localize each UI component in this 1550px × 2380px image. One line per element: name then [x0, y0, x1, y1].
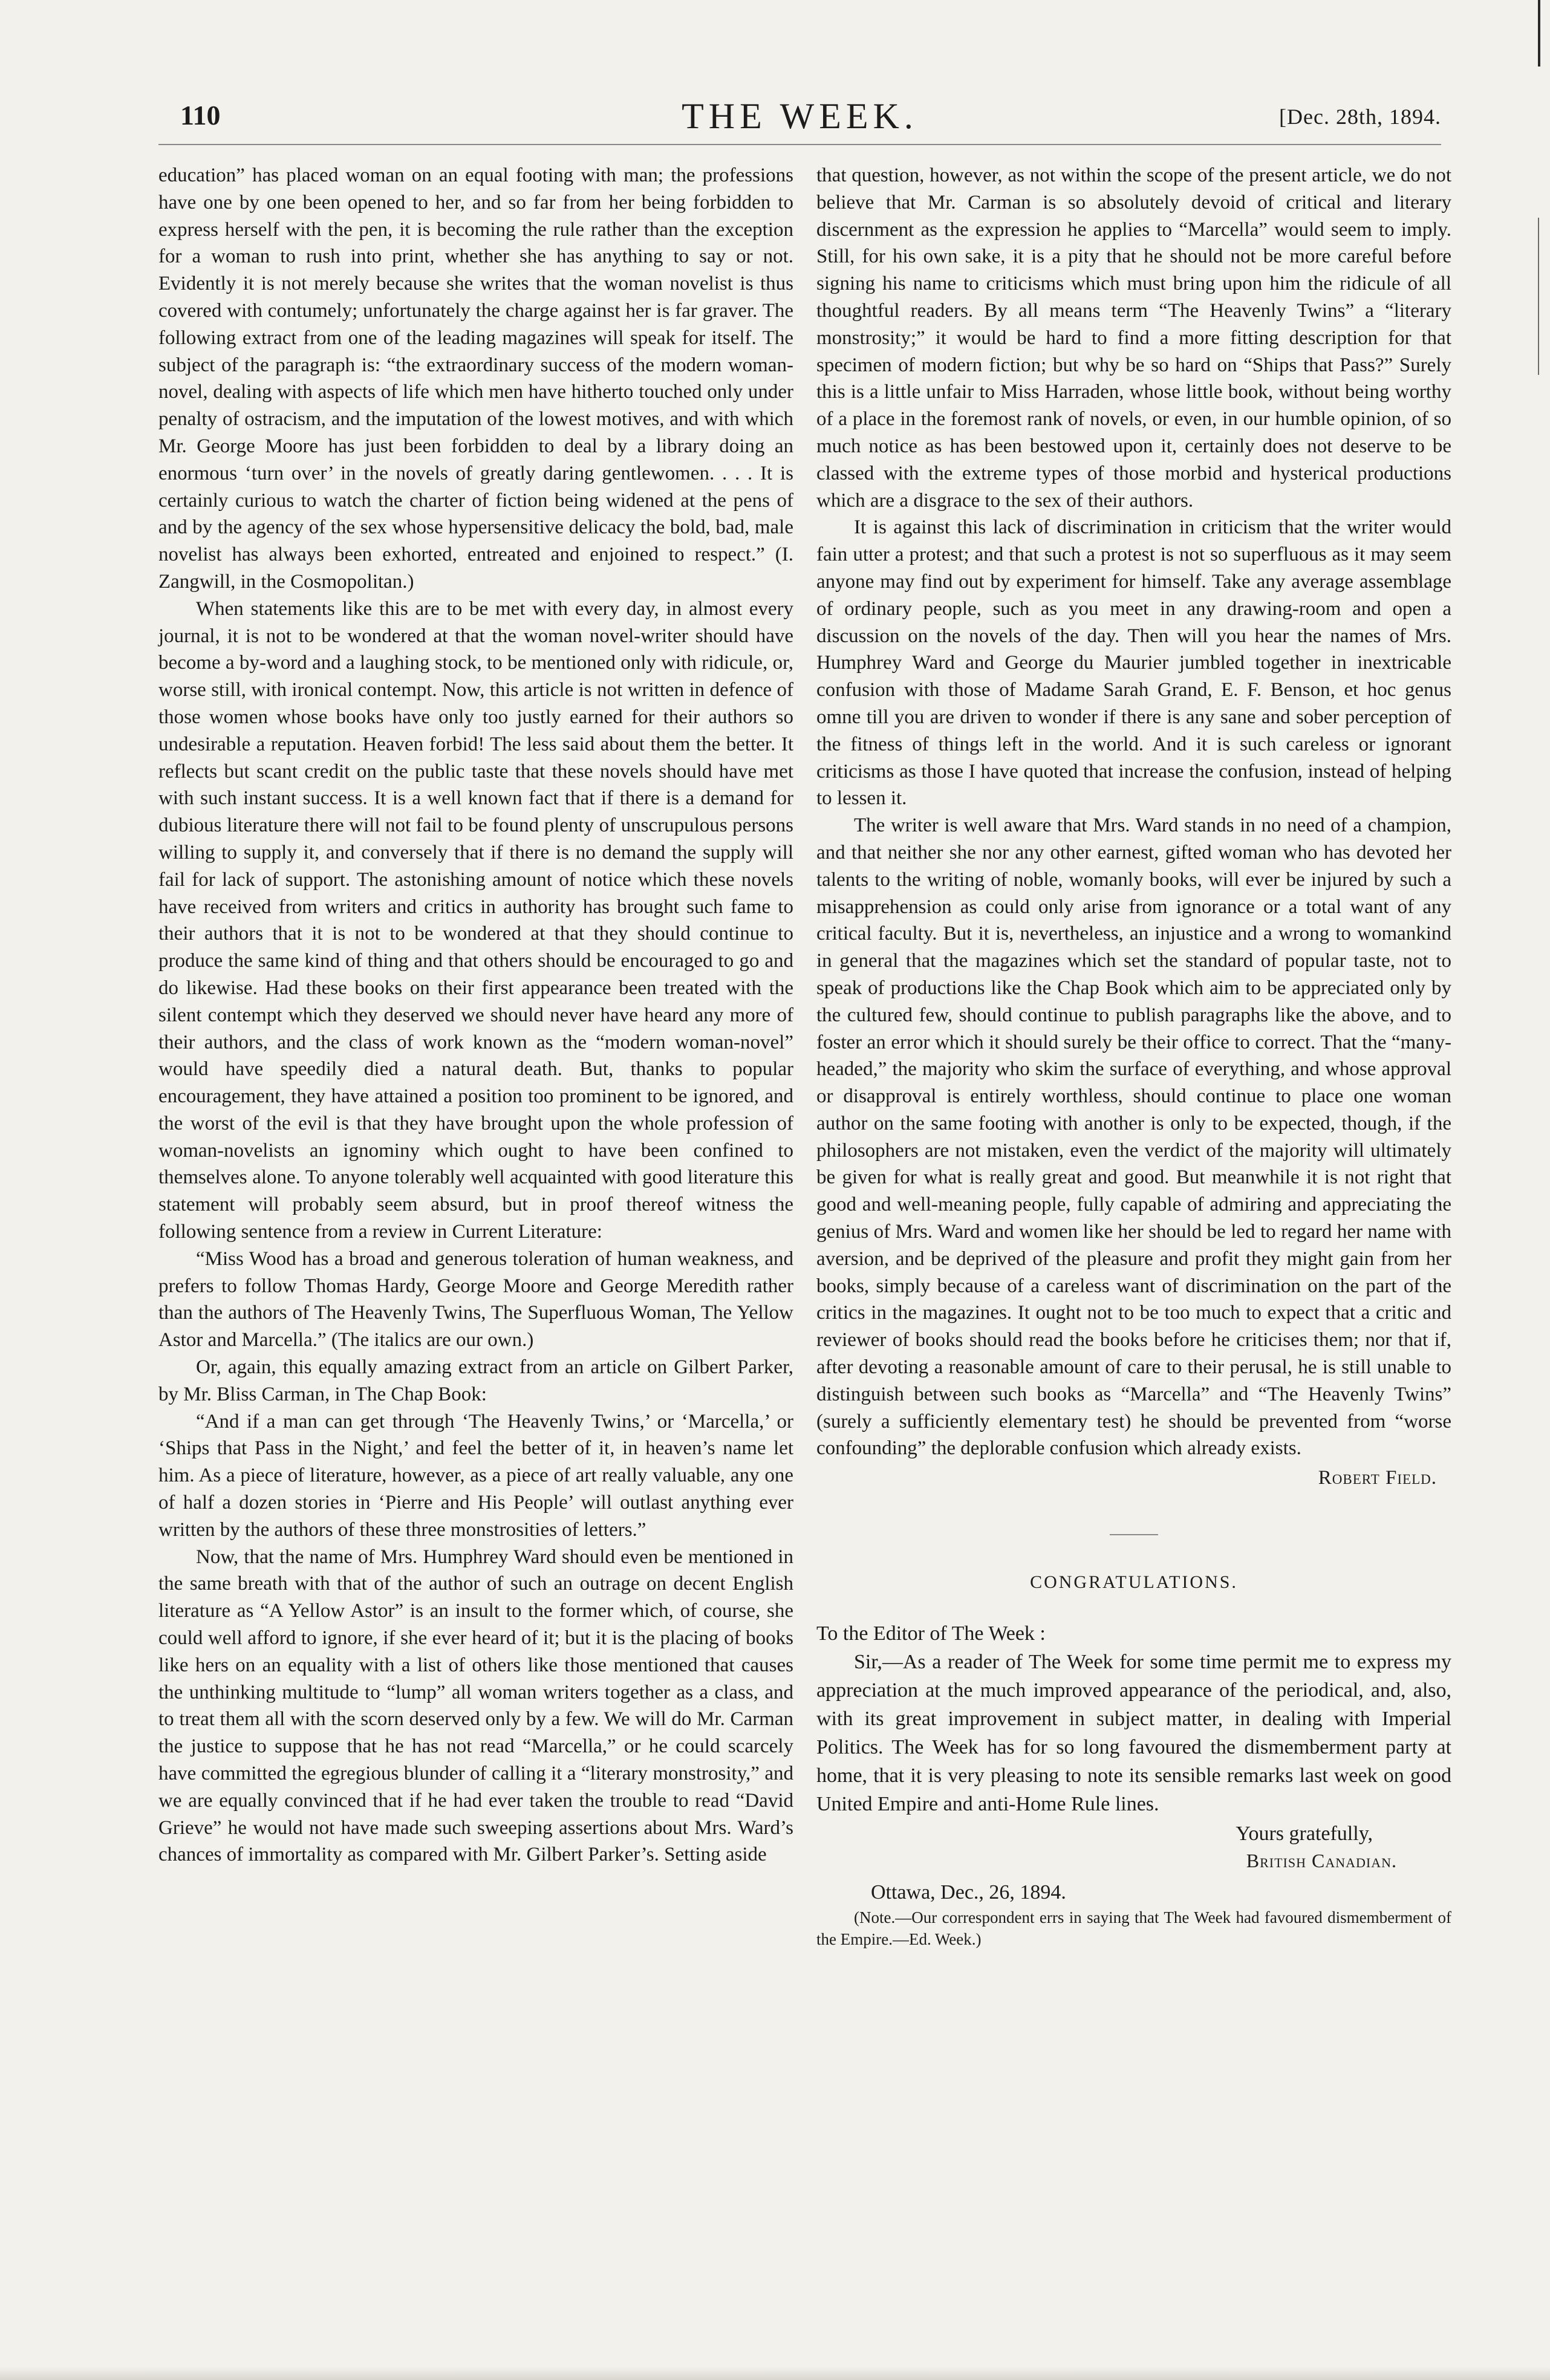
article-paragraph: It is against this lack of discrimination in criticism that the writer would fain utter a protest; and that such a protest is not so superfluous as it may seem anyone may find out by experiment for himself. Take any average assemblage of ordinary people, such as you meet in any drawing-room and open a discussion on the novels of the day. Then will you hear the names of Mrs. Humphrey Ward and George du Maurier jumbled together in inextricable confusion with those of Madame Sarah Grand, E. F. Benson, et hoc genus omne till you are driven to wonder if there is any sane and sober perception of the fitness of things left in the world. And it is such careless or ignorant criticisms as those I have quoted that increase the confusion, instead of helping to lessen it. [816, 516, 1451, 810]
letter-signer: British Canadian. [1246, 1850, 1397, 1872]
quoted-extract: “And if a man can get through ‘The Heavenly Twins,’ or ‘Marcella,’ or ‘Ships that Pass in the Night,’ and feel the better of it, in heaven’s name let him. As a piece of literature, however, as a piece of art really valuable, any one of half a dozen stories in ‘Pierre and His People’ will outlast anything ever written by the authors of these three monstrosities of letters.” [158, 1410, 793, 1541]
page-edge-mark [1538, 0, 1540, 67]
letter-salutation: To the Editor of The Week : [816, 1622, 1046, 1645]
page-bottom-edge [0, 2367, 1550, 2380]
header-rule [158, 144, 1441, 145]
page-number: 110 [180, 100, 221, 131]
quoted-review: “Miss Wood has a broad and generous toleration of human weakness, and prefers to follow Thomas Hardy, George Moore and George Meredith rather than the authors of The Heavenly Twins, The Superfluous Woman, The Yellow Astor and Marcella.” (The italics are our own.) [158, 1247, 793, 1351]
letter-body: Sir,—As a reader of The Week for some time permit me to express my appreciation at the much improved appearance of the periodical, and, also, with its great improvement in subject matter, in dealing with Imperial Politics. The Week has for so long favoured the dismemberment party at home, that it is very pleasing to note its sensible remarks last week on good United Empire and anti-Home Rule lines. [816, 1650, 1451, 1815]
section-divider [1110, 1534, 1158, 1535]
article-paragraph: Now, that the name of Mrs. Humphrey Ward should even be mentioned in the same breath with that of the author of such an outrage on decent English literature as “A Yellow Astor” is an insult to the former which, of course, she could well afford to ignore, if she ever heard of it; but it is the placing of books like hers on an equality with a list of others like those mentioned that causes the unthinking multitude to “lump” all woman writers together as a class, and to treat them all with the scorn deserved only by a few. We will do Mr. Carman the justice to suppose that he has not read “Marcella,” or he could scarcely have committed the egregious blunder of calling it a “literary monstrosity,” and we are equally convinced that if he had ever taken the trouble to read “David Grieve” he would not have made such sweeping assertions about Mrs. Ward’s chances of immortality as compared with Mr. Gilbert Parker’s. Setting aside [158, 1546, 793, 1866]
left-column [158, 162, 793, 1868]
article-paragraph: that question, however, as not within the scope of the present article, we do not believe that Mr. Carman is so absolutely devoid of critical and literary discernment as the expression he applies to “Marcella” would seem to imply. Still, for his own sake, it is a pity that he should not be more careful before signing his name to criticisms which must bring upon him the ridicule of all thoughtful readers. By all means term “The Heavenly Twins” a “literary monstrosity;” it would be hard to find a more fitting description for that specimen of modern fiction; but why be so hard on “Ships that Pass?” Surely this is a little unfair to Miss Harraden, whose little book, without being worthy of a place in the foremost rank of novels, or even, in our humble opinion, of so much notice as has been bestowed upon it, certainly does not deserve to be classed with the extreme types of those morbid and hysterical productions which are a disgrace to the sex of their authors. [816, 164, 1451, 512]
article-paragraph: education” has placed woman on an equal footing with man; the professions have one by one been opened to her, and so far from her being forbidden to express herself with the pen, it is becoming the rule rather than the exception for a woman to rush into print, whether she has anything to say or not. Evidently it is not merely because she writes that the woman novelist is thus covered with contumely; unfortunately the charge against her is far graver. The following extract from one of the leading magazines will speak for itself. The subject of the paragraph is: “the extraordinary success of the modern woman-novel, dealing with aspects of life which men have hitherto touched only under penalty of ostracism, and the imputation of the lowest motives, and with which Mr. George Moore has just been forbidden to deal by a library doing an enormous ‘turn over’ in the novels of greatly daring gentlewomen. . . . It is certainly curious to watch the charter of fiction being widened at the pens of and by the agency of the sex whose hypersensitive delicacy the bold, bad, male novelist has always been exhorted, entreated and enjoined to respect.” (I. Zangwill, in the Cosmopolitan.) [158, 164, 793, 593]
right-column [816, 162, 1451, 1950]
letter-heading: CONGRATULATIONS. [1030, 1572, 1238, 1593]
article-paragraph: Or, again, this equally amazing extract from an article on Gilbert Parker, by Mr. Bliss Carman, in The Chap Book: [158, 1356, 793, 1405]
issue-date: [Dec. 28th, 1894. [1279, 105, 1441, 129]
page-header [158, 91, 1441, 145]
article-paragraph: The writer is well aware that Mrs. Ward stands in no need of a champion, and that neither she nor any other earnest, gifted woman who has devoted her talents to the writing of noble, womanly books, will ever be injured by such a misapprehension as could only arise from ignorance or a total want of any critical faculty. But it is, nevertheless, an injustice and a wrong to womankind in general that the magazines which set the standard of popular taste, not to speak of productions like the Chap Book which aim to be appreciated only by the cultured few, should continue to publish paragraphs like the above, and to foster an error which it should surely be their office to correct. That the “many-headed,” the majority who skim the surface of everything, and whose approval or disapproval is entirely worthless, should continue to place one woman author on the same footing with another is only to be expected, though, if the philosophers are not mistaken, even the verdict of the majority will ultimately be given for what is really great and good. But meanwhile it is not right that good and well-meaning people, fully capable of admiring and appreciating the genius of Mrs. Ward and women like her should be led to regard her name with aversion, and be deprived of the pleasure and profit they might gain from her books, simply because of a careless want of discrimination on the part of the critics in the magazines. It ought not to be too much to expect that a critic and reviewer of books should read the books before he criticises them; nor that if, after devoting a reasonable amount of care to their perusal, he is still unable to distinguish between such books as “Marcella” and “The Heavenly Twins” (surely a sufficiently elementary test) he should be prevented from “worse confounding” the deplorable confusion which already exists. [816, 814, 1451, 1460]
article-paragraph: When statements like this are to be met with every day, in almost every journal, it is not to be wondered at that the woman novel-writer should have become a by-word and a laughing stock, to be mentioned only with ridicule, or, worse still, with ironical contempt. Now, this article is not written in defence of those women whose books have only too justly earned for their authors so undesirable a reputation. Heaven forbid! The less said about them the better. It reflects but scant credit on the public taste that these novels should have met with such instant success. It is a well known fact that if there is a demand for dubious literature there will not fail to be found plenty of unscrupulous persons willing to supply it, and conversely that if there is no demand the supply will fail for lack of support. The astonishing amount of notice which these novels have received from writers and critics in authority has brought such fame to their authors that it is not to be wondered at that they should continue to produce the same kind of thing and that others should be encouraged to go and do likewise. Had these books on their first appearance been treated with the silent contempt which they deserved we should never have heard any more of their authors, and the class of work known as the “modern woman-novel” would have speedily died a natural death. But, thanks to popular encouragement, they have attained a position too prominent to be ignored, and the worst of the evil is that they have brought upon the whole profession of woman-novelists an ignominy which ought to have been confined to themselves alone. To anyone tolerably well acquainted with good literature this statement will probably seem absurd, but in proof thereof witness the following sentence from a review in Current Literature: [158, 597, 793, 1243]
page-edge-mark-lower [1538, 218, 1539, 375]
letter-closing: Yours gratefully, [1236, 1822, 1373, 1845]
author-signature: Robert Field. [1318, 1467, 1437, 1489]
letter-place-date: Ottawa, Dec., 26, 1894. [871, 1881, 1066, 1904]
editor-note: (Note.—Our correspondent errs in saying that The Week had favoured dismemberment of the Empire.—Ed. Week.) [816, 1908, 1451, 1949]
masthead-title: THE WEEK. [682, 96, 918, 136]
